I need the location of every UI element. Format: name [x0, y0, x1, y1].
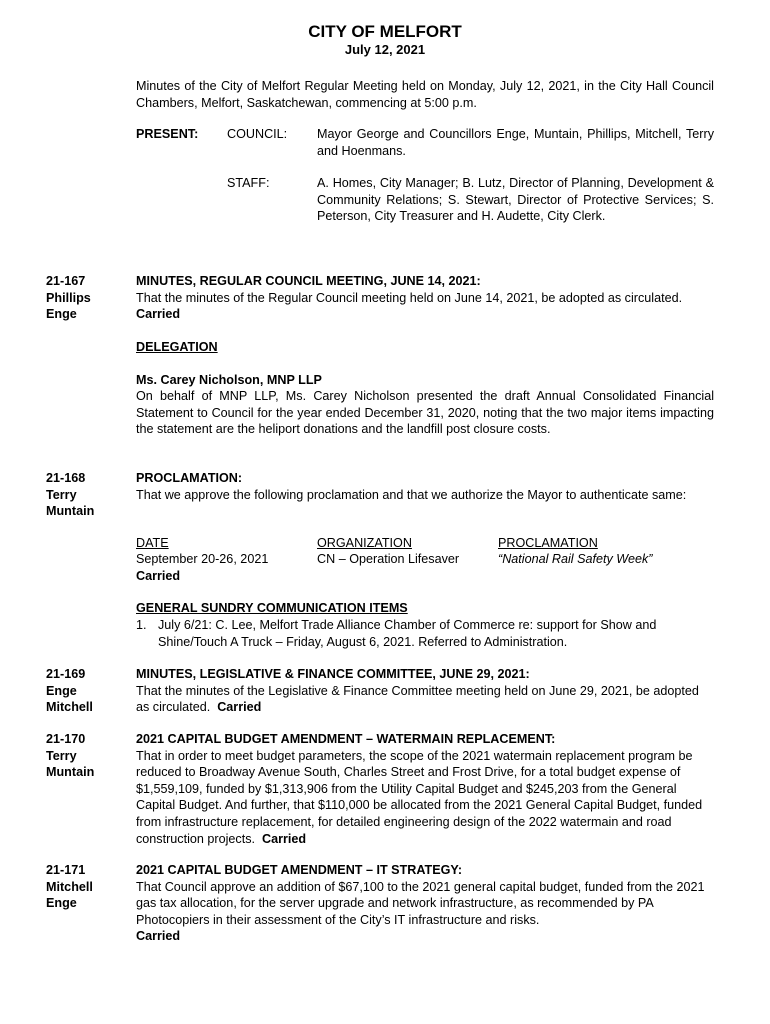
meeting-date: July 12, 2021 — [344, 42, 426, 57]
resolution-number: 21-171 — [46, 863, 86, 877]
staff-members: A. Homes, City Manager; B. Lutz, Director of Planning, Development & Community Relations; S. Stewart, Director of Protective Services; S. Peterson, City Treasurer and H. Audette, City Clerk. — [317, 176, 714, 224]
mover: Phillips — [46, 290, 91, 305]
resolution-title: 2021 CAPITAL BUDGET AMENDMENT – IT STRATEGY: — [136, 863, 463, 877]
resolution-number: 21-168 — [46, 471, 86, 485]
staff-label: STAFF: — [227, 176, 270, 190]
sundry-item-number: 1. — [136, 618, 147, 632]
resolution-block — [136, 731, 714, 847]
resolution-number: 21-167 — [46, 274, 86, 288]
delegation-text: On behalf of MNP LLP, Ms. Carey Nicholson presented the draft Annual Consolidated Financial Statement to Council for the year ended December 31, 2020, noting that the two major items impacting the statement are the heliport donations and the landfill post closure costs. — [136, 389, 714, 437]
delegation-name: Ms. Carey Nicholson, MNP LLP — [136, 373, 322, 387]
carried-label: Carried — [136, 929, 181, 944]
resolution-text: That in order to meet budget parameters, the scope of the 2021 watermain replacement program be reduced to Broadway Avenue South, Charles Street and Frost Drive, for a total budget expense of $1,559,109, funded by $1,313,906 from the Utility Capital Budget and $245,203 from the General Capital Budget. And further, that $110,000 be allocated from the 2021 General Capital Budget, funded from infrastructure replacement, for detailed engineering design of the 2022 watermain and road construction projects. — [136, 748, 703, 846]
mover: Enge — [46, 683, 77, 698]
table-header-proclamation: PROCLAMATION — [498, 536, 598, 550]
resolution-title: MINUTES, REGULAR COUNCIL MEETING, JUNE 14, 2021: — [136, 274, 481, 288]
table-cell-date: September 20-26, 2021 — [136, 552, 269, 566]
resolution-number: 21-170 — [46, 732, 86, 746]
resolution-movers — [46, 666, 126, 716]
resolution-block — [136, 470, 714, 503]
council-members: Mayor George and Councillors Enge, Muntain, Phillips, Mitchell, Terry and Hoenmans. — [317, 127, 714, 158]
seconder: Enge — [46, 307, 77, 322]
table-cell-proclamation: “National Rail Safety Week” — [498, 552, 653, 566]
mover: Mitchell — [46, 879, 93, 894]
resolution-movers — [46, 862, 126, 912]
carried-label: Carried — [217, 700, 262, 715]
seconder: Mitchell — [46, 700, 93, 715]
mover: Terry — [46, 748, 77, 763]
resolution-title: 2021 CAPITAL BUDGET AMENDMENT – WATERMAIN REPLACEMENT: — [136, 732, 556, 746]
table-header-organization: ORGANIZATION — [317, 536, 412, 550]
resolution-block — [136, 273, 714, 323]
resolution-movers — [46, 470, 126, 520]
seconder: Enge — [46, 896, 77, 911]
resolution-number: 21-169 — [46, 667, 86, 681]
resolution-title: PROCLAMATION: — [136, 471, 243, 485]
resolution-text: That the minutes of the Regular Council meeting held on June 14, 2021, be adopted as circulated. — [136, 290, 683, 305]
sundry-item-text: July 6/21: C. Lee, Melfort Trade Alliance Chamber of Commerce re: support for Show and Shine/Touch A Truck – Friday, August 6, 2021. Referred to Administration. — [158, 618, 657, 649]
carried-label: Carried — [136, 569, 181, 583]
resolution-text: That we approve the following proclamation and that we authorize the Mayor to authenticate same: — [136, 487, 687, 502]
resolution-title: MINUTES, LEGISLATIVE & FINANCE COMMITTEE, JUNE 29, 2021: — [136, 667, 530, 681]
carried-label: Carried — [136, 307, 181, 322]
resolution-movers — [46, 273, 126, 323]
resolution-block — [136, 862, 714, 945]
sundry-heading: GENERAL SUNDRY COMMUNICATION ITEMS — [136, 601, 408, 615]
seconder: Muntain — [46, 504, 95, 519]
resolution-text: That the minutes of the Legislative & Finance Committee meeting held on June 29, 2021, be adopted as circulated. — [136, 683, 699, 715]
mover: Terry — [46, 487, 77, 502]
table-header-date: DATE — [136, 536, 169, 550]
seconder: Muntain — [46, 765, 95, 780]
table-cell-organization: CN – Operation Lifesaver — [317, 552, 460, 566]
page-title: CITY OF MELFORT — [308, 22, 462, 41]
resolution-block — [136, 666, 714, 716]
present-label: PRESENT: — [136, 127, 199, 141]
resolution-movers — [46, 731, 126, 781]
resolution-text: That Council approve an addition of $67,100 to the 2021 general capital budget, funded from the 2021 gas tax allocation, for the server upgrade and network infrastructure, as recommended by PA Photocopiers in their assessment of the City’s IT infrastructure and risks. — [136, 879, 705, 927]
intro-paragraph: Minutes of the City of Melfort Regular Meeting held on Monday, July 12, 2021, in the City Hall Council Chambers, Melfort, Saskatchewan, commencing at 5:00 p.m. — [136, 79, 714, 110]
delegation-heading: DELEGATION — [136, 340, 218, 354]
council-label: COUNCIL: — [227, 127, 288, 141]
carried-label: Carried — [262, 831, 307, 846]
